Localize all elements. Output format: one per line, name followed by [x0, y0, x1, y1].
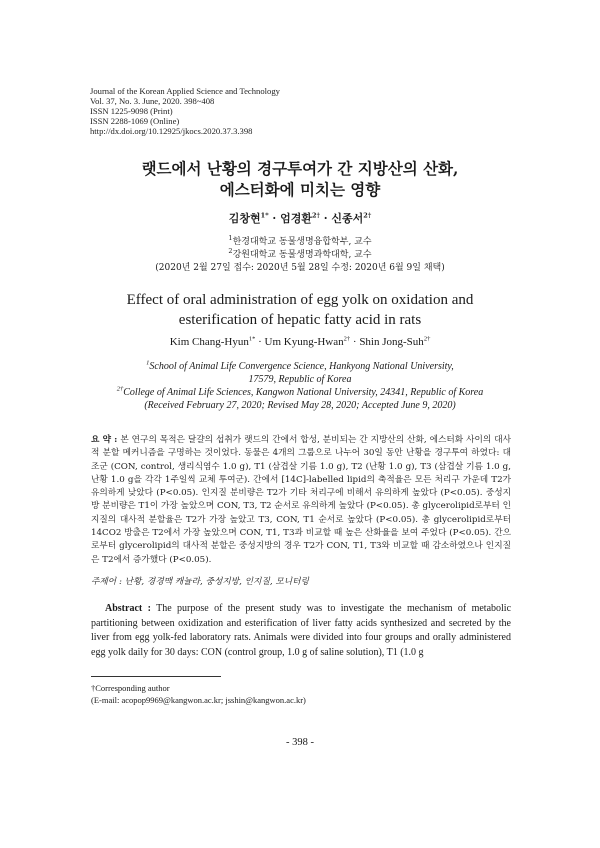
abstract-english-text: The purpose of the present study was to investigate the mechanism of metabolic partitioning between oxidization and esterification of liver fatty acids synthesized and secreted by the liver from egg yolk-fed laboratory rats. Animals were divided into four groups and orally administered egg yolk daily for 30 days: CON (control group, 1.0 g of saline solution), T1 (1.0 g	[91, 603, 512, 658]
affiliations-english	[60, 360, 540, 412]
author-1-en-mark: 1*	[248, 335, 256, 343]
title-english-line1: Effect of oral administration of egg yolk on oxidation and	[126, 292, 474, 308]
author-2-ko: 엄경환	[280, 212, 312, 225]
author-3-ko-mark: 2†	[363, 211, 372, 220]
issn-online: ISSN 2288-1069 (Online)	[90, 116, 180, 126]
journal-name: Journal of the Korean Applied Science and Technology	[90, 86, 280, 96]
authors-english	[60, 336, 540, 348]
abstract-korean-text: 본 연구의 목적은 달걀의 섭취가 랫드의 간에서 합성, 분비되는 간 지방산의 산화, 에스터화 사이의 대사적 분할 메커니즘을 구명하는 것이었다. 동물은 4개의 그룹으로 나누어 30일 동안 난황을 경구투여 하였다: 대조군 (CON, control, 생리식염수 1.0 g), T1 (삼겹살 기름 1.0 g), T2 (난황 1.0 g), T3 (삼겹살 기름 1.0 g, 난황 1.0 g을 각각 1주일씩 교체 투여군). 간에서 [14C]-labelled lipid의 축적율은 모든 처리구 가운데 T2가 유의하게 낮았다 (P<0.05). 인지질 분비량은 T2가 기타 처리구에 비해서 유의하게 높았다 (P<0.05). 중성지방 분비량은 T1이 가장 높았으며 CON, T3, T2 순서로 유의하게 높았다 (P<0.05). 총 glycerolipid로부터 인지질의 대사적 분할율은 T2가 가장 높았고 T3, CON, T1 순서로 높았다 (P<0.05). 총 glycerolipid로부터 14CO2 방출은 T2에서 가장 높았으며 CON, T1, T3과 비교할 때 높은 산화율을 보여 주었다 (P<0.05). 간으로부터 glycerolipid의 대사적 분할은 중성지방의 경우 T2가 CON, T1, T3와 비교할 때 감소하였으나 인지질은 T2에서 증가했다 (P<0.05).	[91, 435, 511, 565]
doi-link[interactable]: http://dx.doi.org/10.12925/jkocs.2020.37.3.398	[90, 126, 253, 136]
author-1-ko: 김창현	[228, 212, 261, 225]
issn-print: ISSN 1225-9098 (Print)	[90, 106, 173, 116]
abstract-english-label: Abstract :	[105, 603, 151, 614]
affiliation-1-en-line2: 17579, Republic of Korea	[248, 374, 352, 385]
affiliation-2-en-mark: 2†	[116, 385, 124, 393]
dates-english: (Received February 27, 2020; Revised May 28, 2020; Accepted June 9, 2020)	[144, 400, 456, 411]
affiliation-1-en-mark: 1	[146, 359, 150, 367]
author-separator: ·	[255, 336, 265, 348]
footnote-divider	[91, 676, 221, 677]
author-1-ko-mark: 1*	[260, 211, 269, 220]
author-separator: ·	[319, 212, 332, 225]
title-english-line2: esterification of hepatic fatty acid in rats	[178, 312, 422, 328]
author-1-en: Kim Chang-Hyun	[169, 336, 249, 348]
author-2-en-mark: 2†	[343, 335, 351, 343]
journal-volume: Vol. 37, No. 3. June, 2020. 398~408	[90, 96, 215, 106]
affiliation-1-ko-mark: 1	[228, 234, 233, 242]
author-separator: ·	[268, 212, 281, 225]
journal-info	[90, 86, 510, 136]
affiliations-korean	[60, 236, 540, 275]
abstract-english	[91, 602, 511, 660]
title-korean-line1: 랫드에서 난황의 경구투여가 간 지방산의 산화,	[141, 159, 459, 178]
page-number: - 398 -	[286, 737, 314, 748]
title-korean-line2: 에스터화에 미치는 영향	[219, 180, 381, 199]
affiliation-2-en-text: College of Animal Life Sciences, Kangwon National University, 24341, Republic of Korea	[123, 387, 484, 398]
author-3-en-mark: 2†	[423, 335, 431, 343]
author-3-en: Shin Jong-Suh	[359, 336, 424, 348]
affiliation-2-ko	[60, 249, 540, 262]
corresponding-author-note: †Corresponding author	[91, 683, 170, 693]
affiliation-2-ko-text: 강원대학교 동물생명과학대학, 교수	[232, 250, 372, 260]
footnote	[91, 682, 511, 706]
abstract-korean-label: 요 약 :	[91, 435, 118, 445]
affiliation-2-en	[60, 386, 540, 399]
author-2-en: Um Kyung-Hwan	[264, 336, 344, 348]
affiliation-2-ko-mark: 2	[228, 247, 233, 255]
authors-korean	[60, 210, 540, 226]
affiliation-1-en-line1: School of Animal Life Convergence Science, Hankyong National University,	[149, 361, 454, 372]
author-3-ko: 신종서	[331, 212, 364, 225]
dates-korean: (2020년 2월 27일 접수: 2020년 5월 28일 수정: 2020년 6월 9일 채택)	[155, 263, 445, 273]
affiliation-1-ko	[60, 236, 540, 249]
corresponding-email[interactable]: (E-mail: acopop9969@kangwon.ac.kr; jsshin@kangwon.ac.kr)	[91, 695, 306, 705]
abstract-korean	[91, 434, 511, 567]
affiliation-1-en	[60, 360, 540, 373]
author-2-ko-mark: 2†	[311, 211, 320, 220]
title-korean	[60, 158, 540, 200]
affiliation-1-ko-text: 한경대학교 동물생명융합학부, 교수	[232, 237, 372, 247]
author-separator: ·	[350, 336, 360, 348]
title-english	[60, 290, 540, 330]
keywords-korean: 주제어 : 난황, 경경맥 캐뉼라, 중성지방, 인지질, 모니터링	[91, 577, 309, 587]
